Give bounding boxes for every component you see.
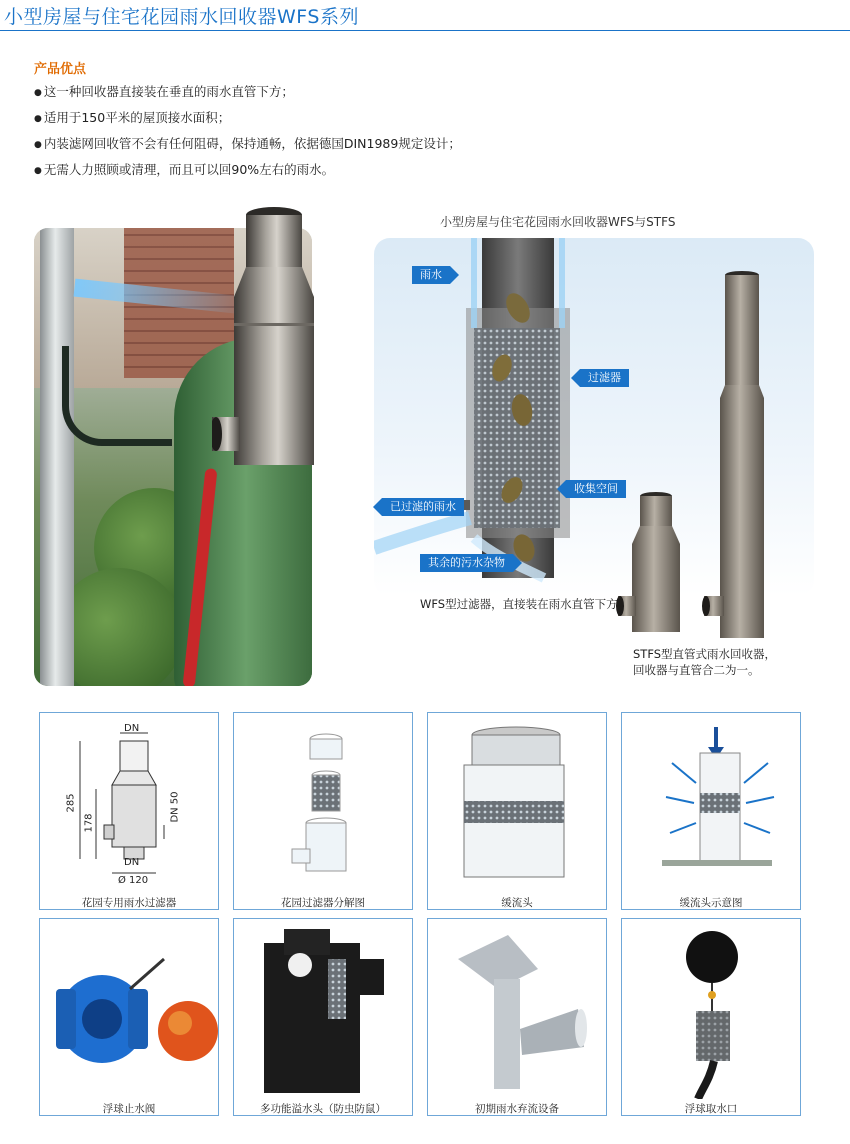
tile-float-intake [621, 918, 801, 1116]
tile-caption: 缓流头示意图 [679, 897, 743, 909]
float-intake-image [622, 919, 800, 1099]
wfs-note: WFS型过滤器，直接装在雨水直管下方 [420, 597, 618, 611]
advantage-item: ● 这一种回收器直接装在垂直的雨水直管下方； [34, 80, 461, 106]
tile-caption: 浮球止水阀 [102, 1103, 156, 1115]
advantage-item: ● 适用于150平米的屋顶接水面积； [34, 106, 461, 132]
tile-caption: 缓流头 [501, 897, 533, 909]
diagram-caption: 小型房屋与住宅花园雨水回收器WFS与STFS [440, 215, 676, 229]
first-flush-image [428, 919, 606, 1099]
tile-garden-filter [39, 712, 219, 910]
tile-caption: 多功能溢水头（防虫防鼠） [260, 1103, 386, 1115]
stfs-note-line2: 回收器与直管合二为一。 [633, 663, 760, 677]
dim-285: 285 [65, 793, 77, 813]
float-valve-image [40, 919, 218, 1099]
tile-first-flush [427, 918, 607, 1116]
tile-filter-exploded [233, 712, 413, 910]
wfs-collector-image [212, 205, 316, 467]
dim-dn50: DN 50 [169, 791, 181, 823]
tile-caption: 浮球取水口 [684, 1103, 738, 1115]
tile-caption: 初期雨水弃流设备 [475, 1103, 559, 1115]
label-filter: 过滤器 [580, 369, 629, 387]
slow-flow-head-image [428, 713, 606, 893]
advantage-item: ● 无需人力照顾或清理，而且可以回90%左右的雨水。 [34, 158, 461, 184]
tile-float-valve [39, 918, 219, 1116]
advantage-item: ● 内装滤网回收管不会有任何阻碍，保持通畅，依据德国DIN1989规定设计； [34, 132, 461, 158]
label-collect-space: 收集空间 [566, 480, 626, 498]
dim-dn-top: DN [124, 723, 140, 734]
label-filtered-rain: 已过滤的雨水 [382, 498, 464, 516]
exploded-view-image [234, 713, 412, 893]
tile-caption: 花园专用雨水过滤器 [81, 897, 177, 909]
tile-overflow-head [233, 918, 413, 1116]
dim-diameter: Ø 120 [118, 875, 149, 886]
tile-slow-flow-head [427, 712, 607, 910]
tile-caption: 花园过滤器分解图 [281, 897, 365, 909]
title-divider [0, 30, 850, 31]
label-rain: 雨水 [412, 266, 450, 284]
overflow-head-image [234, 919, 412, 1099]
dim-dn-bottom: DN [124, 857, 140, 868]
advantages-list [34, 80, 461, 184]
slow-flow-diagram-image [622, 713, 800, 893]
stfs-note-line1: STFS型直管式雨水回收器， [633, 647, 777, 661]
wfs-cutaway-diagram [374, 238, 814, 678]
dim-178: 178 [83, 813, 95, 833]
page-title: 小型房屋与住宅花园雨水回收器WFS系列 [4, 6, 359, 28]
label-remaining-debris: 其余的污水杂物 [420, 554, 513, 572]
advantages-heading: 产品优点 [34, 62, 87, 77]
tile-slow-flow-diagram [621, 712, 801, 910]
